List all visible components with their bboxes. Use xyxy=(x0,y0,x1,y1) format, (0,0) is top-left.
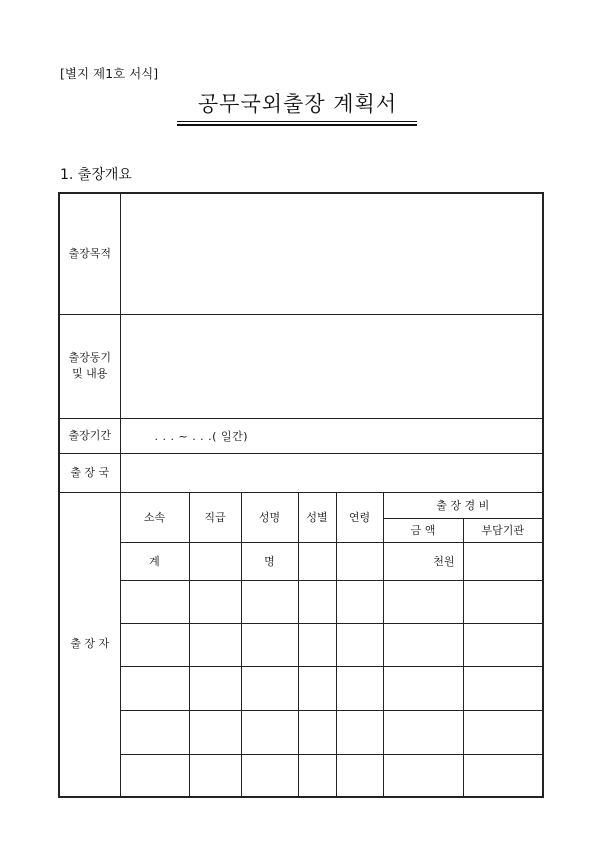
total-age[interactable] xyxy=(336,542,383,580)
table-cell[interactable] xyxy=(336,580,383,623)
table-cell[interactable] xyxy=(298,666,336,710)
table-cell[interactable] xyxy=(241,666,298,710)
overview-table xyxy=(58,192,544,798)
table-cell[interactable] xyxy=(463,580,543,623)
table-cell[interactable] xyxy=(298,754,336,797)
table-cell[interactable] xyxy=(298,623,336,666)
total-affiliation: 계 xyxy=(120,542,189,580)
table-cell[interactable] xyxy=(120,580,189,623)
table-row xyxy=(59,580,543,623)
header-gender: 성별 xyxy=(298,492,336,542)
table-cell[interactable] xyxy=(383,623,463,666)
table-cell[interactable] xyxy=(463,623,543,666)
motive-field[interactable] xyxy=(120,314,543,418)
motive-label-line1: 출장동기 xyxy=(68,351,111,364)
table-cell[interactable] xyxy=(336,710,383,754)
purpose-field[interactable] xyxy=(120,193,543,314)
table-cell[interactable] xyxy=(463,710,543,754)
table-cell[interactable] xyxy=(241,623,298,666)
total-name: 명 xyxy=(241,542,298,580)
table-cell[interactable] xyxy=(383,754,463,797)
table-cell[interactable] xyxy=(189,580,241,623)
table-cell[interactable] xyxy=(120,623,189,666)
header-amount: 금 액 xyxy=(383,518,463,542)
table-cell[interactable] xyxy=(336,666,383,710)
form-number-label: [별지 제1호 서식] xyxy=(60,66,159,81)
header-name: 성명 xyxy=(241,492,298,542)
motive-label xyxy=(59,314,120,418)
table-cell[interactable] xyxy=(463,666,543,710)
table-cell[interactable] xyxy=(241,754,298,797)
table-cell[interactable] xyxy=(120,710,189,754)
table-cell[interactable] xyxy=(336,623,383,666)
total-amount: 천원 xyxy=(383,542,463,580)
period-label: 출장기간 xyxy=(59,418,120,453)
table-cell[interactable] xyxy=(189,710,241,754)
table-cell[interactable] xyxy=(120,666,189,710)
header-age: 연령 xyxy=(336,492,383,542)
header-affiliation: 소속 xyxy=(120,492,189,542)
country-label: 출 장 국 xyxy=(59,453,120,492)
total-rank[interactable] xyxy=(189,542,241,580)
total-gender[interactable] xyxy=(298,542,336,580)
table-cell[interactable] xyxy=(120,754,189,797)
table-row xyxy=(59,710,543,754)
table-cell[interactable] xyxy=(189,666,241,710)
purpose-label: 출장목적 xyxy=(59,193,120,314)
table-row xyxy=(59,754,543,797)
table-cell[interactable] xyxy=(189,623,241,666)
title-underline-double xyxy=(177,124,417,126)
table-cell[interactable] xyxy=(463,754,543,797)
section-title: 1. 출장개요 xyxy=(60,167,132,183)
document-title: 공무국외출장 계획서 xyxy=(197,92,398,116)
table-cell[interactable] xyxy=(189,754,241,797)
table-cell[interactable] xyxy=(383,710,463,754)
country-field[interactable] xyxy=(120,453,543,492)
table-row xyxy=(59,623,543,666)
motive-label-line2: 및 내용 xyxy=(72,367,108,380)
period-field[interactable]: . . . ~ . . .( 일간) xyxy=(120,418,543,453)
traveler-label: 출 장 자 xyxy=(59,492,120,797)
header-burden: 부담기관 xyxy=(463,518,543,542)
table-cell[interactable] xyxy=(383,580,463,623)
total-burden[interactable] xyxy=(463,542,543,580)
title-underline xyxy=(177,121,417,122)
total-row xyxy=(59,542,543,580)
table-row xyxy=(59,666,543,710)
table-cell[interactable] xyxy=(241,580,298,623)
table-cell[interactable] xyxy=(298,710,336,754)
header-expense: 출 장 경 비 xyxy=(383,492,543,518)
table-cell[interactable] xyxy=(241,710,298,754)
table-cell[interactable] xyxy=(298,580,336,623)
table-cell[interactable] xyxy=(383,666,463,710)
header-rank: 직급 xyxy=(189,492,241,542)
table-cell[interactable] xyxy=(336,754,383,797)
